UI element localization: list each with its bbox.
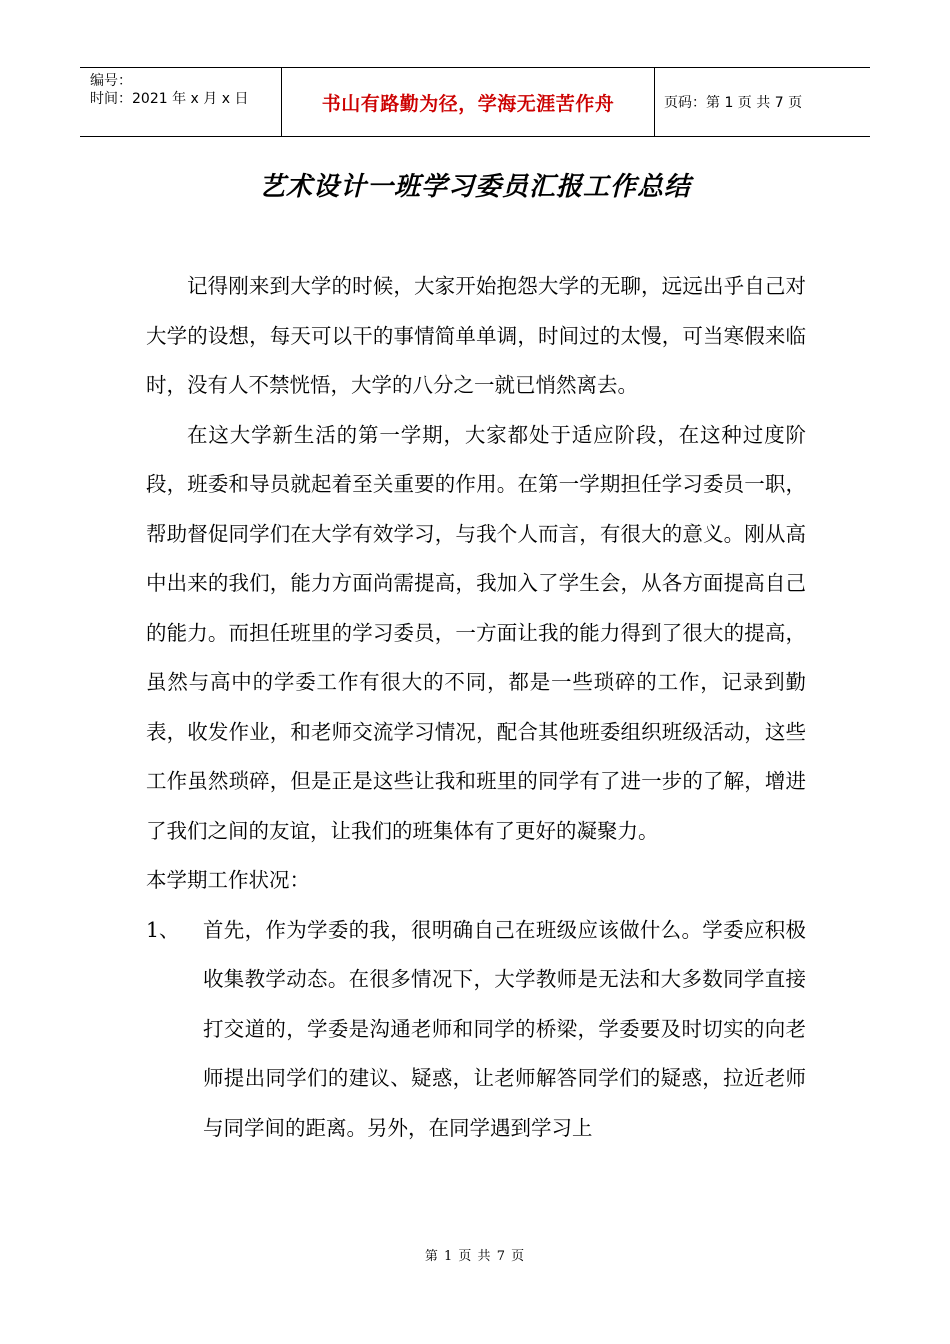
header-table <box>80 67 870 137</box>
number-label: 编号： <box>90 73 132 89</box>
list-item-number: 1、 <box>146 917 180 942</box>
paragraph: 记得刚来到大学的时候，大家开始抱怨大学的无聊，远远出乎自己对大学的设想，每天可以干的事情简单单调，时间过的太慢，可当寒假来临时，没有人不禁恍悟，大学的八分之一就已悄然离去。 <box>146 274 806 397</box>
list-item-text: 首先，作为学委的我，很明确自己在班级应该做什么。学委应积极收集教学动态。在很多情况下，大学教师是无法和大多数同学直接打交道的，学委是沟通老师和同学的桥梁，学委要及时切实的向老师提出同学们的建议、疑惑，让老师解答同学们的疑惑，拉近老师与同学间的距离。另外，在同学遇到学习上 <box>203 917 806 1140</box>
page-footer: 第 1 页 共 7 页 <box>424 1249 526 1264</box>
page-info-text: 页码：第 1 页 共 7 页 <box>664 95 803 111</box>
document-body <box>146 262 806 1153</box>
header-motto <box>281 68 655 136</box>
header-page-info <box>654 68 870 136</box>
document-title: 艺术设计一班学习委员汇报工作总结 <box>258 172 691 202</box>
date-label: 时间：2021 年 x 月 x 日 <box>90 91 249 107</box>
list-item <box>146 906 806 1154</box>
motto-text: 书山有路勤为径，学海无涯苦作舟 <box>321 92 615 115</box>
header-meta <box>80 68 281 136</box>
paragraph: 在这大学新生活的第一学期，大家都处于适应阶段，在这种过度阶段，班委和导员就起着至关重要的作用。在第一学期担任学习委员一职，帮助督促同学们在大学有效学习，与我个人而言，有很大的意义。刚从高中出来的我们，能力方面尚需提高，我加入了学生会，从各方面提高自己的能力。而担任班里的学习委员，一方面让我的能力得到了很大的提高，虽然与高中的学委工作有很大的不同，都是一些琐碎的工作，记录到勤表，收发作业，和老师交流学习情况，配合其他班委组织班级活动，这些工作虽然琐碎，但是正是这些让我和班里的同学有了进一步的了解，增进了我们之间的友谊，让我们的班集体有了更好的凝聚力。 <box>146 422 806 843</box>
section-heading: 本学期工作状况： <box>146 868 310 892</box>
